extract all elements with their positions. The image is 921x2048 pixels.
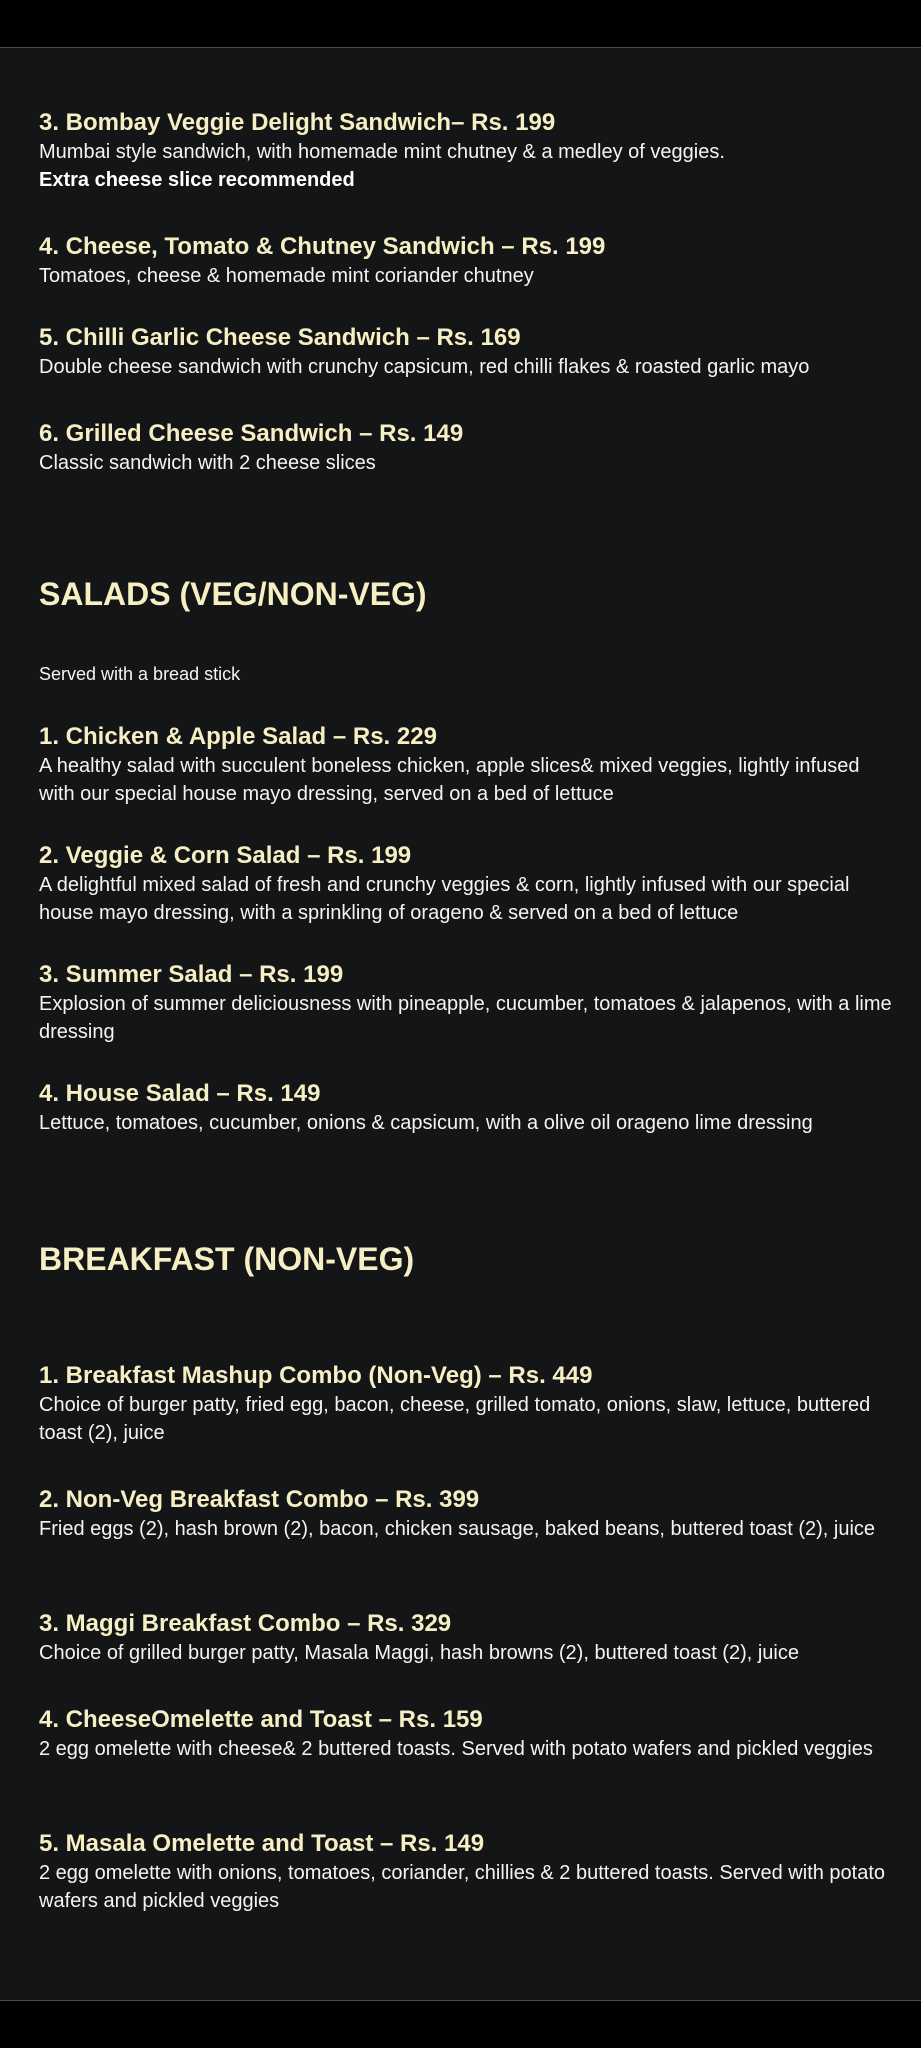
menu-item-title: 4. House Salad – Rs. 149 — [39, 1080, 321, 1107]
menu-item-description: Choice of burger patty, fried egg, bacon, cheese, grilled tomato, onions, slaw, lettuce, buttered toast (2), juice — [39, 1394, 871, 1444]
menu-item-title: 3. Summer Salad – Rs. 199 — [39, 961, 344, 988]
menu-item-description: Lettuce, tomatoes, cucumber, onions & capsicum, with a olive oil orageno lime dressing — [39, 1112, 813, 1134]
menu-item-description: Classic sandwich with 2 cheese slices — [39, 452, 376, 474]
menu-item-description: Mumbai style sandwich, with homemade mint chutney & a medley of veggies. — [39, 141, 725, 163]
menu-item-title: 4. CheeseOmelette and Toast – Rs. 159 — [39, 1706, 483, 1733]
bottom-black-bar — [0, 2001, 921, 2048]
menu-item — [39, 1829, 899, 1915]
menu-item-description: A delightful mixed salad of fresh and crunchy veggies & corn, lightly infused with our special house mayo dressing, with a sprinkling of orageno & served on a bed of lettuce — [39, 874, 850, 924]
menu-page[interactable] — [0, 48, 921, 2000]
menu-item-title: 4. Cheese, Tomato & Chutney Sandwich – Rs. 199 — [39, 233, 606, 260]
menu-item-description: A healthy salad with succulent boneless chicken, apple slices& mixed veggies, lightly infused with our special house mayo dressing, served on a bed of lettuce — [39, 755, 860, 805]
menu-item — [39, 1705, 899, 1763]
menu-item — [39, 1079, 899, 1137]
menu-item-title: 6. Grilled Cheese Sandwich – Rs. 149 — [39, 420, 464, 447]
menu-item-title: 3. Maggi Breakfast Combo – Rs. 329 — [39, 1610, 452, 1637]
menu-item — [39, 108, 899, 194]
section-note: Served with a bread stick — [39, 664, 241, 684]
menu-item — [39, 323, 899, 381]
menu-item-title: 2. Non-Veg Breakfast Combo – Rs. 399 — [39, 1486, 480, 1513]
section-heading-breakfast: BREAKFAST (NON-VEG) — [39, 1241, 415, 1277]
menu-item-title: 5. Masala Omelette and Toast – Rs. 149 — [39, 1830, 485, 1857]
menu-item — [39, 419, 899, 477]
menu-item — [39, 1609, 899, 1667]
menu-item-description: 2 egg omelette with onions, tomatoes, coriander, chillies & 2 buttered toasts. Served with potato wafers and pickled veggies — [39, 1862, 886, 1912]
top-black-bar — [0, 0, 921, 47]
menu-item-title: 1. Chicken & Apple Salad – Rs. 229 — [39, 723, 437, 750]
menu-item-title: 5. Chilli Garlic Cheese Sandwich – Rs. 169 — [39, 324, 521, 351]
menu-item-title: 2. Veggie & Corn Salad – Rs. 199 — [39, 842, 412, 869]
menu-item-description: Explosion of summer deliciousness with pineapple, cucumber, tomatoes & jalapenos, with a lime dressing — [39, 993, 892, 1043]
menu-item — [39, 1485, 899, 1543]
menu-item-description: 2 egg omelette with cheese& 2 buttered toasts. Served with potato wafers and pickled veggies — [39, 1738, 873, 1760]
menu-item-description: Double cheese sandwich with crunchy capsicum, red chilli flakes & roasted garlic mayo — [39, 356, 810, 378]
menu-item-recommendation: Extra cheese slice recommended — [39, 169, 355, 191]
menu-item-title: 1. Breakfast Mashup Combo (Non-Veg) – Rs. 449 — [39, 1362, 593, 1389]
menu-item — [39, 1361, 899, 1447]
section-heading-salads: SALADS (VEG/NON-VEG) — [39, 576, 427, 612]
menu-item — [39, 960, 899, 1046]
menu-item — [39, 722, 899, 808]
menu-item — [39, 841, 899, 927]
menu-item-title: 3. Bombay Veggie Delight Sandwich– Rs. 199 — [39, 109, 556, 136]
menu-item — [39, 232, 899, 290]
menu-item-description: Choice of grilled burger patty, Masala Maggi, hash browns (2), buttered toast (2), juice — [39, 1642, 799, 1664]
menu-item-description: Tomatoes, cheese & homemade mint coriander chutney — [39, 265, 534, 287]
menu-item-description: Fried eggs (2), hash brown (2), bacon, chicken sausage, baked beans, buttered toast (2), juice — [39, 1518, 876, 1540]
